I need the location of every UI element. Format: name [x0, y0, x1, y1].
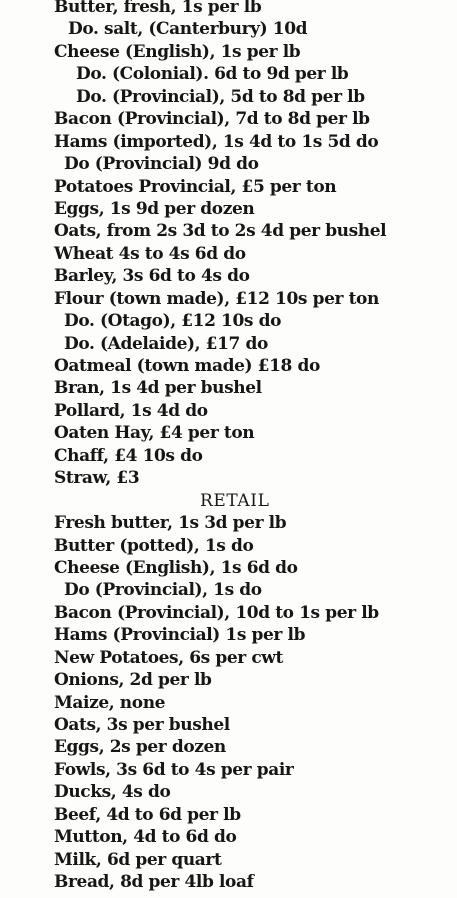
retail-line: Butter (potted), 1s do — [54, 535, 254, 556]
wholesale-line: Cheese (English), 1s per lb — [54, 41, 301, 62]
retail-line: Bacon (Provincial), 10d to 1s per lb — [54, 602, 379, 623]
wholesale-line: Straw, £3 — [54, 468, 140, 489]
retail-line: Mutton, 4d to 6d do — [54, 827, 237, 848]
retail-line: Fresh butter, 1s 3d per lb — [54, 513, 287, 534]
retail-line: New Potatoes, 6s per cwt — [54, 647, 283, 668]
wholesale-line: Do. (Adelaide), £17 do — [64, 333, 268, 354]
retail-line: Cheese (English), 1s 6d do — [54, 557, 298, 578]
retail-line: Bread, 8d per 4lb loaf — [54, 872, 254, 893]
wholesale-line: Barley, 3s 6d to 4s do — [54, 266, 250, 287]
wholesale-line: Do. (Otago), £12 10s do — [64, 311, 282, 332]
wholesale-line: Bacon (Provincial), 7d to 8d per lb — [54, 109, 370, 130]
wholesale-line: Butter, fresh, 1s per lb — [54, 0, 262, 17]
retail-line: Do (Provincial), 1s do — [64, 580, 262, 601]
wholesale-line: Potatoes Provincial, £5 per ton — [54, 176, 337, 197]
wholesale-line: Do. (Provincial), 5d to 8d per lb — [76, 86, 365, 107]
retail-line: Onions, 2d per lb — [54, 670, 212, 691]
retail-line: Eggs, 2s per dozen — [54, 737, 226, 758]
wholesale-line: Oats, from 2s 3d to 2s 4d per bushel — [54, 221, 387, 242]
retail-line: Hams (Provincial) 1s per lb — [54, 625, 306, 646]
wholesale-line: Do (Provincial) 9d do — [64, 154, 259, 175]
wholesale-line: Oaten Hay, £4 per ton — [54, 423, 255, 444]
retail-line: Milk, 6d per quart — [54, 849, 222, 870]
retail-line: Maize, none — [54, 692, 166, 713]
wholesale-line: Hams (imported), 1s 4d to 1s 5d do — [54, 131, 379, 152]
wholesale-line: Do. salt, (Canterbury) 10d — [68, 19, 308, 40]
wholesale-line: Oatmeal (town made) £18 do — [54, 356, 320, 376]
retail-heading: RETAIL — [200, 490, 270, 511]
wholesale-line: Bran, 1s 4d per bushel — [54, 378, 262, 399]
retail-line: Oats, 3s per bushel — [54, 715, 230, 735]
wholesale-line: Chaff, £4 10s do — [54, 445, 203, 466]
wholesale-line: Do. (Colonial). 6d to 9d per lb — [76, 64, 349, 85]
retail-line: Fowls, 3s 6d to 4s per pair — [54, 759, 294, 780]
wholesale-line: Pollard, 1s 4d do — [54, 400, 208, 421]
wholesale-line: Eggs, 1s 9d per dozen — [54, 198, 255, 219]
retail-line: Beef, 4d to 6d per lb — [54, 804, 241, 825]
wholesale-line: Flour (town made), £12 10s per ton — [54, 288, 379, 309]
retail-line: Ducks, 4s do — [54, 782, 171, 803]
wholesale-line: Wheat 4s to 4s 6d do — [54, 243, 246, 264]
